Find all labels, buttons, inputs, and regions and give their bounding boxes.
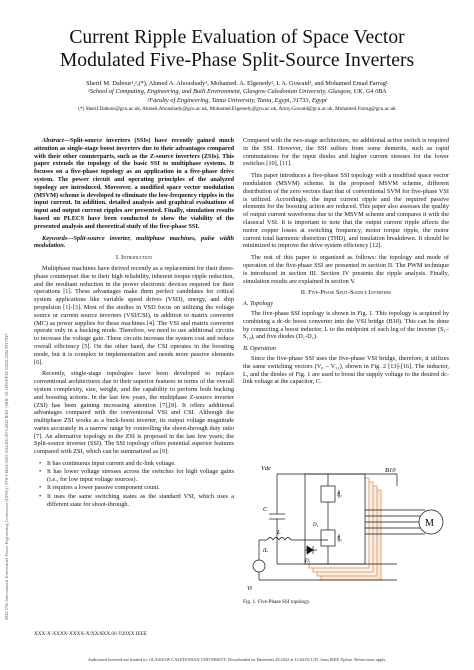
list-item-text: It uses the same switching states as the standard VSI, which uses a different state for shoot-through. [47, 492, 234, 508]
diode-label-1: D₁ [305, 559, 311, 564]
ssi-features-list [34, 460, 234, 508]
switch-label-2: S₂ [337, 536, 343, 542]
doi-sidebar-text: 2022 57th International Universities Power Engineering Conference (UPEC) | 978-1-6654-5505-3/22/$31.00 ©2022 IEEE | DOI: 10.1109/UPEC55022.2022.9917947 [4, 333, 9, 620]
keywords-text: Split-source inverter, multiphase machines, pulse width modulation. [34, 234, 234, 250]
diode-label-2: D₂ [313, 523, 319, 528]
inductor-label: L [277, 529, 281, 536]
switch-label-1: S₁ [337, 492, 343, 498]
right-paragraph-1: Compared with the two-stage architecture, no additional active switch is required in the SSI. However, the SSI suffers from some demerits, such as rapid commutations for the input diodes and higher current stresses for the lower switches [10], [11]. [243, 137, 449, 168]
doi-sidebar [4, 150, 14, 620]
abstract [34, 137, 234, 231]
abstract-label: Abstract— [42, 137, 70, 144]
list-item-text: It requires a lower passive component count. [47, 484, 160, 492]
right-column [243, 137, 449, 390]
paper-title-line1: Current Ripple Evaluation of Space Vector [69, 27, 405, 48]
keywords-label: Keywords— [42, 234, 74, 242]
list-item-text: It has lower voltage stresses across the switches for high voltage gains (i.e., for low input voltage sources). [47, 468, 234, 484]
subsection-operation: B. Operation [243, 345, 276, 353]
intro-paragraph-2: Recently, single-stage topologies have been developed to replace conventional architectures due to their superior features in terms of the overall system complexity, size, weight, and the capability to perform both bucking and boosting actions. In the last few years, the multiphase Z-source inverter (ZSI) has been gaining increasing attention [7],[8]. It offers additional advantages compared with the conventional VSI and CSI. Although the multiphase ZSI works as a buck-boost inverter, its output voltage magnitude varies accurately in a narrow range by controlling the shoot-through duty ratio [7]. An alternative topology to the ZSI is proposed in the last few years; the Split-source inverter (SSI). The SSI topology offers potential superior features compared with ZSI, which can be summarized as [9]: [34, 370, 234, 456]
source-label: Vi [247, 586, 252, 592]
keywords [34, 235, 234, 251]
five-phase-ssi-circuit-figure [247, 466, 449, 594]
authorized-use-notice: Authorized licensed use limited to: GLASGOW CALEDONIAN UNIVERSITY. Downloaded on December 28,2022 at 13:02:05 UTC from IEEE Xplore. Restrictions apply. [87, 657, 387, 662]
topology-paragraph: The five-phase SSI topology is shown in Fig. 1. This topology is acquired by combining a dc-dc boost converter into the VSI bridge (B10). This can be done by connecting a boost inductor, L to the midpoint of each leg of the inverter (S₁–S₁₀), and five diodes (D₁-D₅). [243, 309, 449, 341]
capacitor-label: C [263, 506, 268, 513]
abstract-text: Split-source inverters (SSIs) have recently gained much attention as single-stage boost inverters due to their advantages compared with their other counterparts, such as the Z-source inverters (ZSIs). This paper extends the topology of the basic SSI to multiphase systems. It focuses on a five-phase topology as an application in a five-phase drive system. The power circuit and operating principles of the analyzed topology are introduced. Moreover, a modified space vector modulation (MSVM) scheme is developed to eliminate the low-frequency ripples in the input current. In addition, detailed analysis and graphical evaluations of input and output current ripples are presented. Finally, simulation results based on PLECS have been conducted to show the viability of the presented analysis and theoretical study of the five-phase SSI. [34, 137, 234, 230]
list-item: • It requires a lower passive component count. [39, 484, 160, 492]
section-heading-introduction: I. Introduction [115, 254, 153, 262]
affiliation-2: ²Faculty of Engineering, Tanta University, Tanta, Egypt, 31733, Egypt [147, 96, 327, 104]
subsection-topology: A. Topology [243, 300, 274, 308]
motor-label: M [425, 518, 434, 529]
section-heading-five-phase-ssi: II. Five-Phase Split-Source Inverters [300, 289, 392, 297]
affiliation-1: ¹School of Computing, Engineering, and Built Environment, Glasgow Caledonian University, Glasgow, UK, G4 0BA [87, 88, 387, 96]
author-emails: (*) Sherif.Dabour@gcu.ac.uk, Ahmed.Aboushady@gcu.ac.uk, Mohamed.Elgenedy@gcu.ac.uk, Army.Gowaid@gcu.ac.uk, Mohamed.Farrag@gcu.ac.uk [78, 106, 396, 113]
list-item-text: It has continuous input current and dc-link voltage. [47, 460, 176, 468]
list-item: • It has continuous input current and dc-link voltage. [39, 460, 176, 468]
paper-title-line2: Modulated Five-Phase Split-Source Inverters [59, 50, 415, 71]
figure-caption: Fig. 1. Five-Phase SSI topology. [243, 599, 311, 605]
bridge-label: B10 [385, 467, 396, 474]
vdc-label: Vdc [261, 466, 272, 472]
list-item: • It has lower voltage stresses across the switches for high voltage gains (i.e., for low input voltage sources). [39, 468, 234, 484]
left-column [34, 137, 234, 510]
author-block [24, 80, 450, 114]
list-item: • It uses the same switching states as the standard VSI, which uses a different state for shoot-through. [39, 492, 234, 508]
operation-paragraph: Since the five-phase SSI uses the five-phase VSI bridge, therefore, it utilizes the same switching vectors (V₀ – V₃₁), shown in Fig. 2 [13]-[16]. The inductor, L, and the diodes of Fig. 1 are used to boost the supply voltage to the desired dc-link voltage at the capacitor, C. [243, 354, 449, 386]
current-label: iL [263, 548, 269, 554]
author-list: Sherif M. Dabour¹,²,(*), Ahmed A. Aboushady¹, Mohamed. A. Elgenedy², I. A. Gowaid¹, and Mohamed Emad Farrag¹ [86, 80, 388, 87]
copyright-footer: XXX-X-XXXX-XXXX-X/XX/$XX.00 ©20XX IEEE [34, 631, 148, 637]
intro-paragraph-1: Multiphase machines have thrived recently as a replacement for their three-phase counterpart due to their high reliability, inherent torque ripple reduction, and the resultant reduction in the power electronic devices required for their operations [1]. These advantages make them perfect candidates for critical system applications like variable speed drives (VSD), energy, and ship propulsion [1]-[3]. Most of the studies in VSD focus on utilizing the voltage source or current source inverters (VSI/CSI), in addition to matrix converter (MC) as power supplies for these machines [4]. The VSI and matrix converter operate only in a bucking mode. Therefore, we need to use additional circuits to increase the voltage gain. These circuits increase the system cost and reduce overall efficiency [5]. On the other hand, the CSI operates in the boosting mode, but it is complex in implementation and needs more passive elements [6]. [34, 264, 234, 366]
right-paragraph-2: This paper introduces a five-phase SSI topology with a modified space vector modulation (MSVM) scheme. In the proposed MSVM scheme, different distribution of the zero vectors than that of conventional SVM for five-phase VSI is utilized. Accordingly, the input current ripple and the required passive elements for the boosting action are reduced. This paper also assesses the quality of output current waveforms due to the MSVM scheme and compares it with the classical VSI. It is important to note that the output current ripple affects the motor copper losses at switching frequency, motor torque ripple, the motor current total harmonic distortion (THD), and insulation breakdown. It should be minimized to improve the drive system efficiency [12]. [243, 172, 449, 250]
right-paragraph-3: The rest of this paper is organized as follows: the topology and mode of operation of the five-phase SSI are presented in section II. The PWM technique is introduced in section III. Section IV presents the ripple analysis. Finally, simulation results are explained in section V. [243, 254, 449, 285]
